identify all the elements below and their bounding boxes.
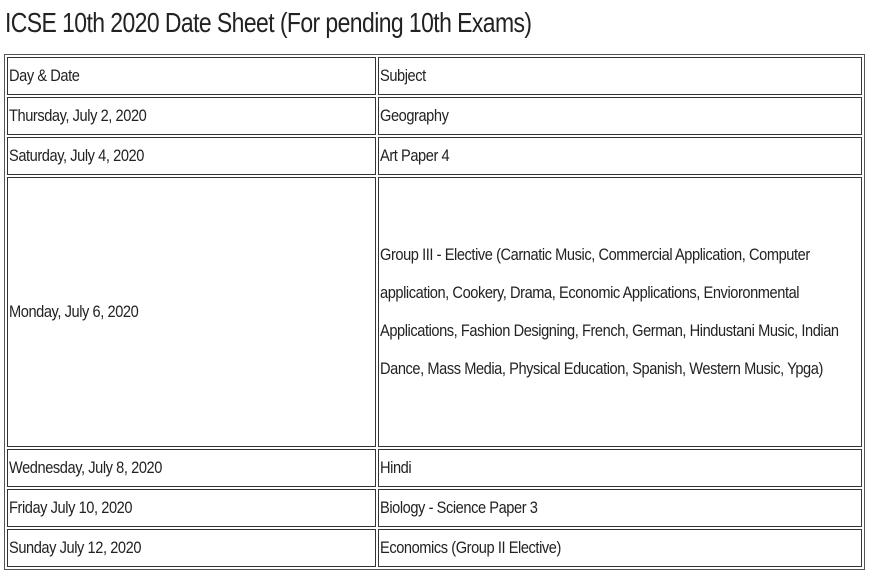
table-row <box>7 449 862 487</box>
subject-cell: Group III - Elective (Carnatic Music, Commercial Application, Computer application, Cookery, Drama, Economic Applications, Envioronmental Applications, Fashion Designing, French, German, Hindustani Music, Indian Dance, Mass Media, Physical Education, Spanish, Western Music, Ypga) <box>378 177 862 447</box>
day-cell: Friday July 10, 2020 <box>7 489 376 527</box>
header-day-date: Day & Date <box>7 57 376 95</box>
day-cell: Monday, July 6, 2020 <box>7 177 376 447</box>
table-row <box>7 489 862 527</box>
day-cell: Sunday July 12, 2020 <box>7 529 376 567</box>
header-subject: Subject <box>378 57 862 95</box>
subject-cell: Biology - Science Paper 3 <box>378 489 862 527</box>
subject-cell: Hindi <box>378 449 862 487</box>
day-cell: Wednesday, July 8, 2020 <box>7 449 376 487</box>
day-cell: Thursday, July 2, 2020 <box>7 97 376 135</box>
page-title: ICSE 10th 2020 Date Sheet (For pending 10th Exams) <box>5 7 532 38</box>
subject-cell: Geography <box>378 97 862 135</box>
subject-cell: Economics (Group II Elective) <box>378 529 862 567</box>
date-sheet-table <box>4 54 865 570</box>
table-row <box>7 97 862 135</box>
table-row <box>7 529 862 567</box>
table-row <box>7 177 862 447</box>
table-row <box>7 137 862 175</box>
table-header-row <box>7 57 862 95</box>
day-cell: Saturday, July 4, 2020 <box>7 137 376 175</box>
subject-cell: Art Paper 4 <box>378 137 862 175</box>
